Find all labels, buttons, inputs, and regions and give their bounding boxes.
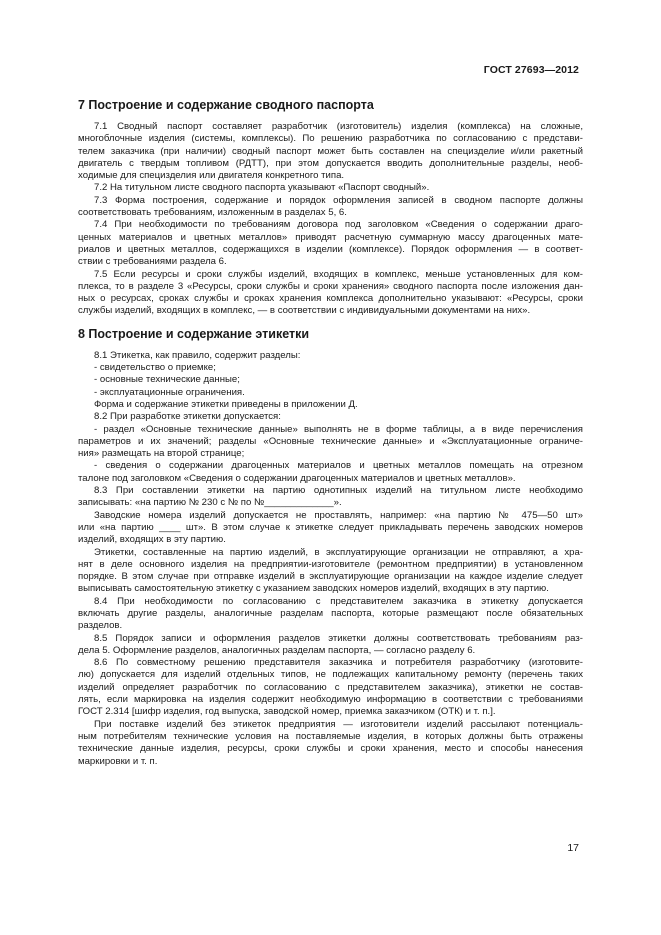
text-line: 7.5 Если ресурсы и сроки службы изделий, входящих в комплекс, меньше установленных для ком-	[94, 268, 583, 280]
text-line: - эксплуатационные ограничения.	[94, 386, 245, 398]
page-number: 17	[567, 842, 579, 854]
text-line: ния» размещать на второй странице;	[78, 448, 245, 460]
text-line: 8.3 При составлении этикетки на партию однотипных изделий на титульном листе необходимо	[94, 485, 583, 497]
text-line: ГОСТ 2.314 [шифр изделия, год выпуска, заводской номер, приемка заказчиком (ОТК) и т. п.].	[78, 706, 496, 718]
section-8-body	[78, 350, 583, 768]
text-line: Заводские номера изделий допускается не проставлять, например: «на партию № 475—50 шт»	[94, 509, 583, 521]
text-line: - основные технические данные;	[94, 374, 240, 386]
text-line: разделов.	[78, 620, 123, 632]
section-7-body	[78, 121, 583, 318]
text-line: изделий определяет разработчик по согласованию с представителем заказчика), этикетки не состав-	[78, 681, 583, 693]
text-line: 8.5 Порядок записи и оформления разделов этикетки должны соответствовать требованиям раз-	[94, 632, 583, 644]
text-line: ных о ресурсах, сроках службы и сроках хранения комплекса дополнительно указывают: «Ресурсы, сроки	[78, 293, 583, 305]
text-line: дела 5. Оформление разделов, аналогичных разделам паспорта, — согласно разделу 6.	[78, 644, 476, 656]
text-line: включать другие разделы, аналогичные разделам паспорта, которые размещают после обязательных	[78, 607, 583, 619]
text-line: порядке. В этом случае при отправке изделий в эксплуатирующие организации на каждое изделие следует	[78, 571, 583, 583]
text-line: - сведения о содержании драгоценных материалов и цветных металлов помещать на отрезном	[94, 460, 583, 472]
text-line: 7.2 На титульном листе сводного паспорта указывают «Паспорт сводный».	[94, 182, 430, 194]
standard-designation: ГОСТ 27693—2012	[483, 64, 579, 76]
text-line: талоне под заголовком «Сведения о содержании драгоценных материалов и цветных металлов».	[78, 472, 516, 484]
text-line: соответствовать требованиям, изложенным в разделах 5, 6.	[78, 207, 347, 219]
text-line: ным потребителям технические условия на поставляемые изделия, в которых должны быть отражены	[78, 730, 583, 742]
text-line: 7.3 Форма построения, содержание и порядок оформления записей в сводном паспорте должны	[94, 194, 583, 206]
text-line: ствии с требованиями раздела 6.	[78, 256, 227, 268]
text-line: или «на партию ____ шт». В этом случае к этикетке следует прикладывать перечень заводских номеров	[78, 521, 583, 533]
text-line: 8.4 При необходимости по согласованию с представителем заказчика в этикетку допускается	[94, 595, 583, 607]
text-line: телем заказчика (при наличии) сводный паспорт может быть составлен на специзделие и/или ракетный	[78, 145, 583, 157]
page-content	[78, 97, 583, 768]
text-line: 7.1 Сводный паспорт составляет разработчик (изготовитель) изделия (комплекса) на сложные,	[94, 121, 583, 132]
text-line: риалов и цветных металлов, содержащихся в изделии (комплексе). Порядок оформления — в соответ-	[78, 243, 583, 255]
text-line: плекса, то в разделе 3 «Ресурсы, сроки службы и сроки хранения» сводного паспорта после изложения дан-	[78, 280, 583, 292]
text-line: 8.6 По совместному решению представителя заказчика и потребителя разработчику (изготовите-	[94, 657, 583, 669]
text-line: - раздел «Основные технические данные» выполнять не в форме таблицы, а в виде перечисления	[94, 423, 583, 435]
text-line: выписывать самостоятельную этикетку с указанием заводских номеров изделий, входящих в эту партию.	[78, 583, 549, 595]
text-line: ценных материалов и цветных металлов» приводят расчетную суммарную массу драгоценных мате-	[78, 231, 583, 243]
text-line: параметров и их значений; разделы «Основные технические данные» и «Эксплуатационные ограниче-	[78, 435, 583, 447]
text-line: нят в деле основного изделия на предприятии-изготовителе (ремонтном предприятии) в установленном	[78, 558, 583, 570]
section-8-title: 8 Построение и содержание этикетки	[78, 326, 310, 341]
text-line: Форма и содержание этикетки приведены в приложении Д.	[94, 398, 358, 410]
text-line: службы изделий, входящих в комплекс, — в соответствии с индивидуальными документами на них».	[78, 305, 531, 317]
text-line: маркировки и т. п.	[78, 755, 158, 767]
text-line: При поставке изделий без этикеток предприятия — изготовители изделий рассылают потенциаль-	[94, 718, 583, 730]
text-line: технические данные изделия, ресурсы, сроки службы и сроки хранения, место и способы нанесения	[78, 743, 583, 755]
text-line: 7.4 При необходимости по требованиям договора под заголовком «Сведения о содержании драго-	[94, 219, 583, 231]
text-line: лю) допускается для изделий отдельных типов, не подлежащих капитальному ремонту (перечень таких	[78, 669, 583, 681]
text-line: - свидетельство о приемке;	[94, 362, 216, 374]
text-line: записывать: «на партию № 230 с № по №_____________».	[78, 497, 342, 509]
text-line: изделий, входящих в эту партию.	[78, 534, 226, 546]
text-line: Этикетки, составленные на партию изделий, в эксплуатирующие организации не отправляют, а хра-	[94, 546, 583, 558]
text-line: 8.1 Этикетка, как правило, содержит разделы:	[94, 349, 301, 361]
text-line: двигатель с твердым топливом (РДТТ), при этом допускается вводить дополнительные разделы, необ-	[78, 157, 583, 169]
text-line: ходимые для специзделия или двигателя конкретного типа.	[78, 170, 345, 182]
text-line: 8.2 При разработке этикетки допускается:	[94, 411, 281, 423]
text-line: многоблочные изделия (системы, комплексы). По решению разработчика по согласованию с представи-	[78, 133, 583, 145]
text-line: лять, если маркировка на изделия содержит необходимую информацию в соответствии с требованиями	[78, 694, 583, 706]
section-7-title: 7 Построение и содержание сводного паспорта	[78, 98, 374, 112]
